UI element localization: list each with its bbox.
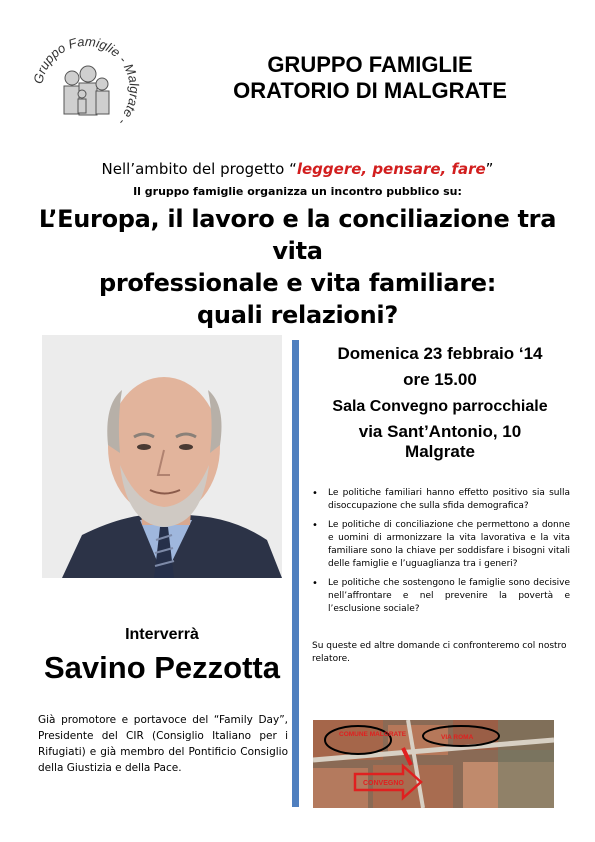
speaker-name: Savino Pezzotta bbox=[44, 650, 280, 685]
speaker-label: Interverrà bbox=[125, 626, 199, 643]
question-item: • Le politiche di conciliazione che permettono a donne e uomini di armonizzare la vita lavorativa e la vita familiare sono la chiave per soddisfare i bisogni vitali delle famiglie e l’uguaglianza tra i generi? bbox=[310, 519, 570, 571]
title-line-2: professionale e vita familiare: bbox=[98, 269, 497, 297]
closing-text: Su queste ed altre domande ci confronteremo col nostro relatore. bbox=[312, 641, 567, 664]
title-line-3: quali relazioni? bbox=[197, 301, 398, 329]
question-item: • Le politiche familiari hanno effetto positivo sia sulla disoccupazione che sulla sfida demografica? bbox=[310, 487, 570, 513]
event-time: ore 15.00 bbox=[403, 370, 477, 389]
speaker-photo bbox=[42, 335, 282, 578]
location-map bbox=[313, 720, 554, 808]
title-line-1: L’Europa, il lavoro e la conciliazione tra vita bbox=[38, 205, 557, 265]
event-venue: Sala Convegno parrocchiale bbox=[332, 398, 548, 415]
header-title bbox=[160, 52, 580, 104]
organizer-line: Il gruppo famiglie organizza un incontro pubblico su: bbox=[133, 185, 462, 198]
map-label-via: VIA ROMA bbox=[441, 734, 474, 741]
map-label-convegno: CONVEGNO bbox=[363, 780, 404, 787]
group-logo bbox=[30, 34, 142, 146]
question-list bbox=[310, 487, 570, 622]
project-intro bbox=[0, 160, 595, 178]
event-town: Malgrate bbox=[405, 442, 475, 461]
question-item: • Le politiche che sostengono le famiglie sono decisive nell’affrontare e nel prevenire la povertà e l’esclusione sociale? bbox=[310, 577, 570, 616]
event-details bbox=[305, 342, 575, 462]
header-line-2: ORATORIO DI MALGRATE bbox=[233, 78, 507, 103]
event-title bbox=[20, 203, 575, 331]
vertical-divider bbox=[292, 340, 299, 807]
project-name: leggere, pensare, fare bbox=[296, 160, 486, 178]
map-label-comune: COMUNE MALGRATE bbox=[339, 731, 407, 738]
intro-suffix: ” bbox=[485, 160, 494, 178]
intro-prefix: Nell’ambito del progetto “ bbox=[101, 160, 297, 178]
event-street: via Sant’Antonio, 10 bbox=[358, 422, 522, 441]
header-line-1: GRUPPO FAMIGLIE bbox=[267, 52, 473, 77]
family-logo-icon bbox=[30, 34, 142, 146]
logo-text: Gruppo Famiglie - Malgrate - bbox=[30, 34, 142, 129]
event-date: Domenica 23 febbraio ‘14 bbox=[337, 344, 543, 363]
speaker-bio: Già promotore e portavoce del “Family Day”, Presidente del CIR (Consiglio Italiano per i Rifugiati) e già membro del Pontificio Consiglio della Giustizia e della Pace. bbox=[38, 714, 288, 774]
